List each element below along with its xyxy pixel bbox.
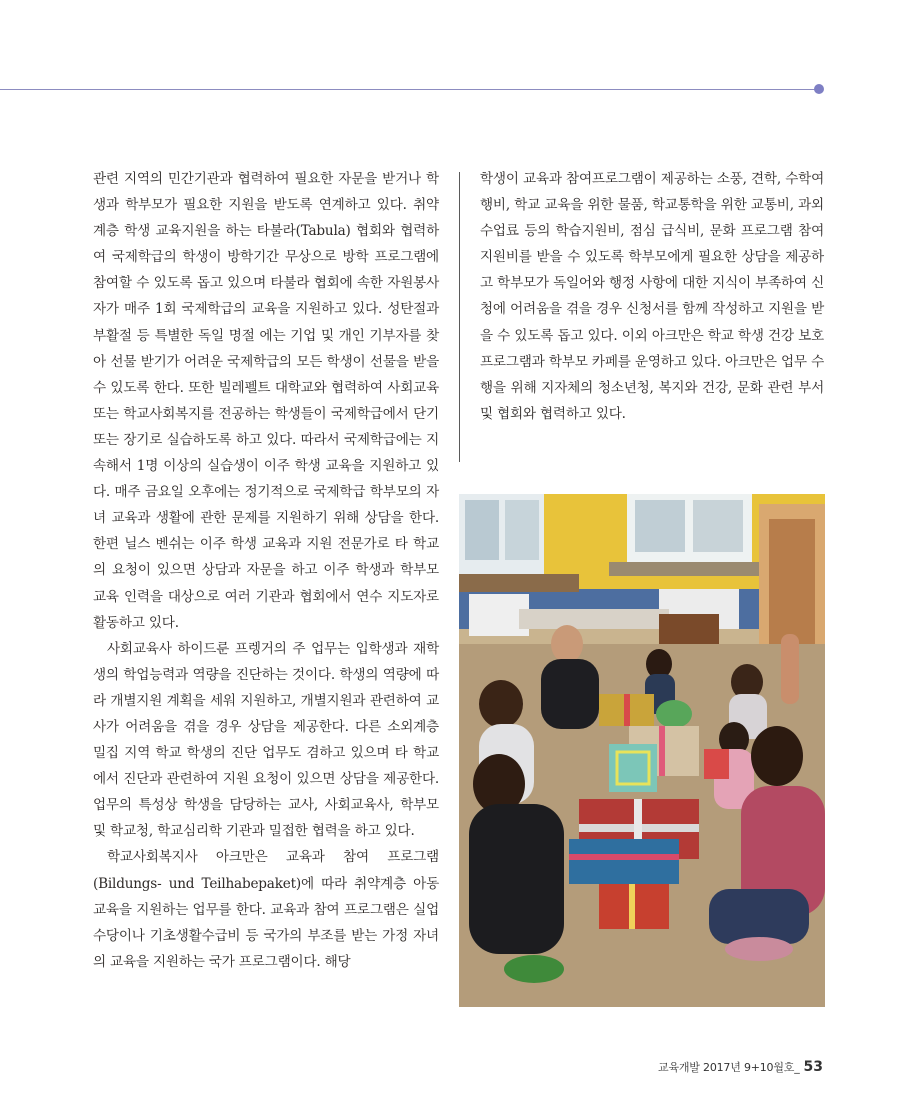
article-paragraph: 사회교육사 하이드룬 프렝거의 주 업무는 입학생과 재학생의 학업능력과 역량을 진단하는 것이다. 학생의 역량에 따라 개별지원 계획을 세워 지원하고, 개별지원과 관련하여 교사가 어려움을 겪을 경우 상담을 제공한다. 다른 소외계층 밀집 지역 학교 학생의 진단 업무도 겸하고 있으며 타 학교에서 진단과 관련하여 지원 요청이 있으면 상담을 제공한다. 업무의 특성상 학생을 담당하는 교사, 사회교육사, 학부모 및 학교청, 학교심리학 기관과 밀접한 협력을 하고 있다. (93, 640, 439, 840)
magazine-issue-label: 교육개발 2017년 9+10월호_ (658, 1061, 800, 1074)
header-rule-dot (814, 84, 824, 94)
article-column-right (480, 166, 824, 427)
article-paragraph: 학교사회복지사 아크만은 교육과 참여 프로그램(Bildungs- und Teilhabepaket)에 따라 취약계층 아동 교육을 지원하는 업무를 한다. 교육과 참여 프로그램은 실업 수당이나 기초생활수급비 등 국가의 부조를 받는 가정 자녀의 교육을 지원하는 국가 프로그램이다. 해당 (93, 849, 439, 970)
page-number: 53 (803, 1059, 823, 1075)
article-paragraph: 학생이 교육과 참여프로그램이 제공하는 소풍, 견학, 수학여행비, 학교 교육을 위한 물품, 학교통학을 위한 교통비, 과외 수업료 등의 학습지원비, 점심 급식비, 문화 프로그램 참여지원비를 받을 수 있도록 학부모에게 필요한 상담을 제공하고 학부모가 독일어와 행정 사항에 대한 지식이 부족하여 신청에 어려움을 겪을 경우 신청서를 함께 작성하고 지원을 받을 수 있도록 돕고 있다. 이외 아크만은 학교 학생 건강 보호 프로그램과 학부모 카페를 운영하고 있다. 아크만은 업무 수행을 위해 지자체의 청소년청, 복지와 건강, 문화 관련 부서 및 협회와 협력하고 있다. (480, 171, 824, 422)
article-column-left (93, 166, 439, 975)
column-divider (459, 172, 460, 462)
page-footer (658, 1056, 823, 1075)
header-rule-line (0, 89, 820, 90)
classroom-photo (459, 494, 825, 1007)
article-paragraph: 관련 지역의 민간기관과 협력하여 필요한 자문을 받거나 학생과 학부모가 필요한 지원을 받도록 연계하고 있다. 취약 계층 학생 교육지원을 하는 타불라(Tabula) 협회와 협력하여 국제학급의 학생이 방학기간 무상으로 방학 프로그램에 참여할 수 있도록 돕고 있으며 타불라 협회에 속한 자원봉사자가 매주 1회 국제학급의 교육을 지원하고 있다. 성탄절과 부활절 등 특별한 독일 명절 에는 기업 및 개인 기부자를 찾아 선물 받기가 어려운 국제학급의 모든 학생이 선물을 받을 수 있도록 한다. 또한 빌레펠트 대학교와 협력하여 사회교육 또는 학교사회복지를 전공하는 학생들이 국제학급에서 단기 또는 장기로 실습하도록 하고 있다. 따라서 국제학급에는 지속해서 1명 이상의 실습생이 이주 학생 교육을 지원하고 있다. 매주 금요일 오후에는 정기적으로 국제학급 학부모의 자녀 교육과 생활에 관한 문제를 지원하기 위해 상담을 한다. 한편 닐스 벤쉬는 이주 학생 교육과 지원 전문가로 타 학교의 요청이 있으면 상담과 자문을 하고 이주 학생과 학부모 교육 인력을 대상으로 여러 기관과 협회에서 연수 지도자로 활동하고 있다. (93, 171, 439, 631)
